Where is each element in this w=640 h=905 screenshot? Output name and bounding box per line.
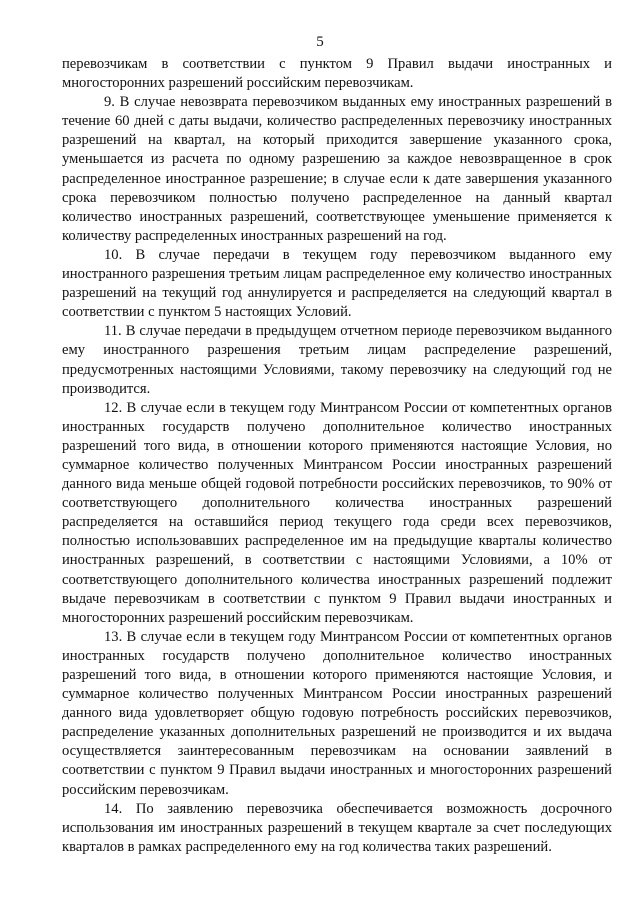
paragraph-9: 9. В случае невозврата перевозчиком выданных ему иностранных разрешений в течение 60 дней с даты выдачи, количество распределенных перевозчику иностранных разрешений на квартал, на который приходится завершение указанного срока, уменьшается из расчета по одному разрешению за каждое невозвращенное в срок распределенное иностранное разрешение; в случае если к дате завершения указанного срока перевозчиком полностью получено распределенное на данный квартал количество иностранных разрешений, соответствующее уменьшение применяется к количеству распределенных иностранных разрешений на год. <box>62 94 612 244</box>
paragraph-12: 12. В случае если в текущем году Минтрансом России от компетентных органов иностранных государств получено дополнительное количество иностранных разрешений того вида, в отношении которого применяются настоящие Условия, но суммарное количество полученных Минтрансом России иностранных разрешений данного вида меньше общей годовой потребности российских перевозчиков, то 90% от соответствующего дополнительного количества иностранных разрешений распределяется на оставшийся период текущего года среди всех перевозчиков, полностью использовавших распределенное им на предыдущие кварталы количество иностранных разрешений, в соответствии с настоящими Условиями, а 10% от соответствующего дополнительного количества иностранных разрешений подлежит выдаче перевозчикам в соответствии с пунктом 9 Правил выдачи иностранных и многосторонних разрешений российским перевозчикам. <box>62 399 612 626</box>
paragraph-13: 13. В случае если в текущем году Минтрансом России от компетентных органов иностранных государств получено дополнительное количество иностранных разрешений того вида, в отношении которого применяются настоящие Условия, и суммарное количество полученных Минтрансом России иностранных разрешений данного вида удовлетворяет общую годовую потребность российских перевозчиков, распределение указанных дополнительных разрешений не производится и их выдача осуществляется заинтересованным перевозчикам на основании заявлений в соответствии с пунктом 9 Правил выдачи иностранных и многосторонних разрешений российским перевозчикам. <box>62 628 612 798</box>
paragraph-11: 11. В случае передачи в предыдущем отчетном периоде перевозчиком выданного ему иностранного разрешения третьим лицам распределение разрешений, предусмотренных настоящими Условиями, такому перевозчику на следующий год не производится. <box>62 323 612 397</box>
document-body <box>62 55 612 857</box>
page-number: 5 <box>316 34 324 50</box>
paragraph-10: 10. В случае передачи в текущем году перевозчиком выданного ему иностранного разрешения третьим лицам распределенное ему количество иностранных разрешений на текущий год аннулируется и распределяется на следующий квартал в соответствии с пунктом 5 настоящих Условий. <box>62 246 612 321</box>
paragraph-continuation: перевозчикам в соответствии с пунктом 9 Правил выдачи иностранных и многосторонних разрешений российским перевозчикам. <box>62 56 612 92</box>
paragraph-14: 14. По заявлению перевозчика обеспечивается возможность досрочного использования им иностранных разрешений в текущем квартале за счет последующих кварталов в рамках распределенного ему на год количества таких разрешений. <box>62 800 612 855</box>
